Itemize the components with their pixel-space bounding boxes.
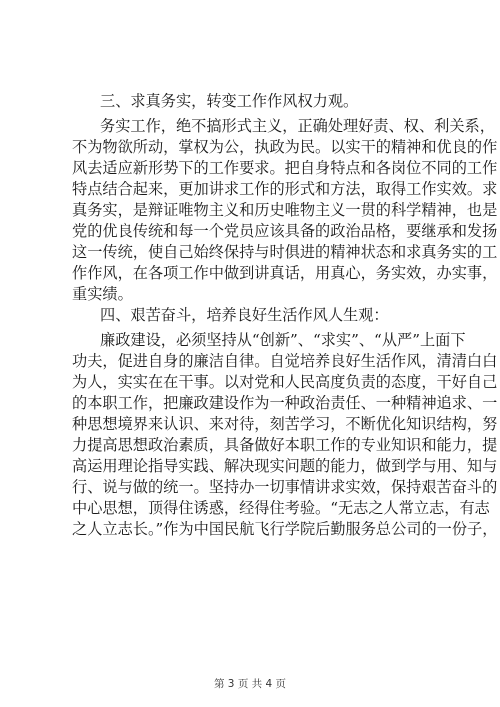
section-3-line: 不为物欲所动，掌权为公，执政为民。以实干的精神和优良的作 bbox=[72, 138, 498, 156]
document-body bbox=[72, 91, 498, 540]
section-4-line: 功夫，促进自身的廉洁自律。自觉培养良好生活作风，清清白白 bbox=[72, 352, 498, 370]
section-4-line: 种思想境界来认识、来对待，刻苦学习，不断优化知识结构，努 bbox=[72, 415, 498, 433]
section-3-line: 特点结合起来，更加讲求工作的形式和方法，取得工作实效。求 bbox=[72, 180, 498, 198]
section-3-line: 党的优良传统和每一个党员应该具备的政治品格，要继承和发扬 bbox=[72, 222, 498, 240]
section-4-line: 的本职工作，把廉政建设作为一种政治责任、一种精神追求、一 bbox=[72, 394, 498, 412]
section-3-line: 风去适应新形势下的工作要求。把自身特点和各岗位不同的工作 bbox=[72, 159, 498, 177]
section-4-line: 廉政建设，必须坚持从“创新”、“求实”、“从严”上面下 bbox=[100, 331, 466, 349]
section-3-line: 作作风，在各项工作中做到讲真话，用真心，务实效，办实事， bbox=[72, 264, 498, 282]
section-4-line: 中心思想，顶得住诱惑，经得住考验。“无志之人常立志，有志 bbox=[72, 499, 490, 517]
section-3-line: 务实工作，绝不搞形式主义，正确处理好责、权、利关系， bbox=[100, 117, 495, 135]
section-3-line: 真务实，是辩证唯物主义和历史唯物主义一贯的科学精神，也是 bbox=[72, 201, 498, 219]
section-4-line: 高运用理论指导实践、解决现实问题的能力，做到学与用、知与 bbox=[72, 457, 498, 475]
section-4-line: 之人立志长。”作为中国民航飞行学院后勤服务总公司的一份子， bbox=[72, 520, 498, 538]
section-4-line: 力提高思想政治素质，具备做好本职工作的专业知识和能力，提 bbox=[72, 436, 498, 454]
section-3-line: 重实绩。 bbox=[72, 285, 133, 303]
section-4-heading: 四、艰苦奋斗，培养良好生活作风人生观： bbox=[100, 306, 389, 324]
page-number-footer: 第 3 页 共 4 页 bbox=[213, 678, 287, 690]
section-4-line: 为人，实实在在干事。以对党和人民高度负责的态度，干好自己 bbox=[72, 373, 498, 391]
section-3-heading: 三、求真务实，转变工作作风权力观。 bbox=[100, 92, 359, 110]
section-3-line: 这一传统，使自己始终保持与时俱进的精神状态和求真务实的工 bbox=[72, 243, 498, 261]
section-4-line: 行、说与做的统一。坚持办一切事情讲求实效，保持艰苦奋斗的 bbox=[72, 478, 498, 496]
